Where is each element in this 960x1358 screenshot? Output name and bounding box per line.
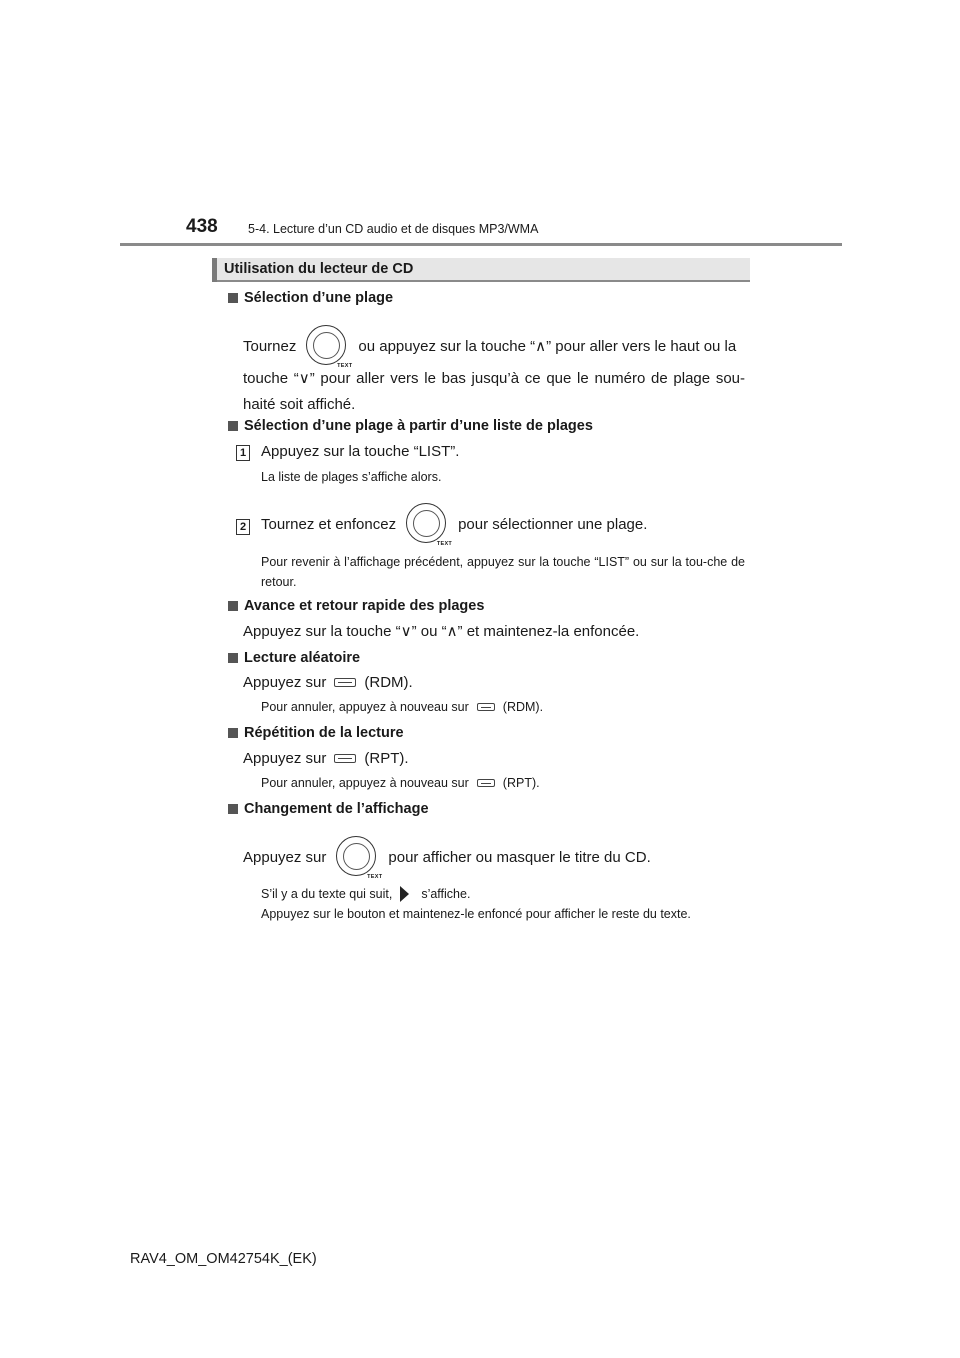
section-title-bar <box>212 258 750 282</box>
track-select-line1 <box>243 325 736 367</box>
text: S’il y a du texte qui suit, <box>261 887 393 901</box>
square-bullet-icon <box>228 293 238 303</box>
square-bullet-icon <box>228 728 238 738</box>
page-number: 438 <box>186 216 218 237</box>
text: (RPT). <box>364 750 409 767</box>
text: (RPT). <box>502 776 540 790</box>
heading-fast <box>228 598 484 614</box>
display-note2: Appuyez sur le bouton et maintenez-le enfoncé pour afficher le reste du texte. <box>261 907 691 921</box>
text: Tournez et enfoncez <box>261 515 397 533</box>
running-head: 5-4. Lecture d’un CD audio et de disques MP3/WMA <box>248 222 539 236</box>
preset-button-icon <box>477 779 495 787</box>
display-note1 <box>261 884 470 904</box>
repeat-line <box>243 750 409 767</box>
step-number-1: 1 <box>236 445 250 461</box>
heading-text: Lecture aléatoire <box>244 650 361 666</box>
random-line <box>243 674 413 691</box>
text: ou appuyez sur la touche “∧” pour aller vers le haut ou la <box>358 338 737 355</box>
text: (RDM). <box>364 674 413 691</box>
right-arrow-icon <box>400 886 409 902</box>
repeat-note <box>261 776 540 790</box>
text: Pour annuler, appuyez à nouveau sur <box>261 700 469 714</box>
step-number-2: 2 <box>236 519 250 535</box>
heading-track-select <box>228 290 393 306</box>
heading-repeat <box>228 725 404 741</box>
preset-button-icon <box>334 754 356 763</box>
text: Tournez <box>243 337 297 355</box>
tune-knob-icon: TEXT <box>306 325 348 367</box>
text: pour sélectionner une plage. <box>458 515 648 533</box>
heading-random <box>228 650 360 666</box>
text: Pour annuler, appuyez à nouveau sur <box>261 776 469 790</box>
square-bullet-icon <box>228 421 238 431</box>
square-bullet-icon <box>228 653 238 663</box>
tune-knob-icon: TEXT <box>336 836 378 878</box>
heading-text: Sélection d’une plage <box>244 290 394 306</box>
square-bullet-icon <box>228 601 238 611</box>
tune-knob-icon: TEXT <box>406 503 448 545</box>
text: pour afficher ou masquer le titre du CD. <box>388 848 651 866</box>
heading-text: Sélection d’une plage à partir d’une liste de plages <box>244 418 593 434</box>
square-bullet-icon <box>228 804 238 814</box>
display-line <box>243 836 651 878</box>
heading-text: Changement de l’affichage <box>244 801 429 817</box>
text: s’affiche. <box>421 887 471 901</box>
text: (RDM). <box>502 700 544 714</box>
track-select-line2: touche “∨” pour aller vers le bas jusqu’à ce que le numéro de plage sou-haité soit affiché. <box>243 370 745 413</box>
text: Appuyez sur <box>243 848 327 866</box>
heading-track-list <box>228 418 593 434</box>
step1-text: Appuyez sur la touche “LIST”. <box>261 443 460 460</box>
preset-button-icon <box>477 703 495 711</box>
section-title: Utilisation du lecteur de CD <box>224 261 414 277</box>
section-bar-accent <box>212 258 217 282</box>
step1-note: La liste de plages s’affiche alors. <box>261 470 442 484</box>
preset-button-icon <box>334 678 356 687</box>
text: Appuyez sur <box>243 750 327 767</box>
header-rule <box>120 243 842 246</box>
fast-text: Appuyez sur la touche “∨” ou “∧” et maintenez-la enfoncée. <box>243 623 640 640</box>
step2-line <box>261 503 647 545</box>
step2-note: Pour revenir à l’affichage précédent, appuyez sur la touche “LIST” ou sur la tou-che de retour. <box>261 555 745 589</box>
heading-display <box>228 801 429 817</box>
footer-code: RAV4_OM_OM42754K_(EK) <box>130 1251 317 1267</box>
random-note <box>261 700 543 714</box>
text: Appuyez sur <box>243 674 327 691</box>
heading-text: Avance et retour rapide des plages <box>244 598 485 614</box>
heading-text: Répétition de la lecture <box>244 725 404 741</box>
